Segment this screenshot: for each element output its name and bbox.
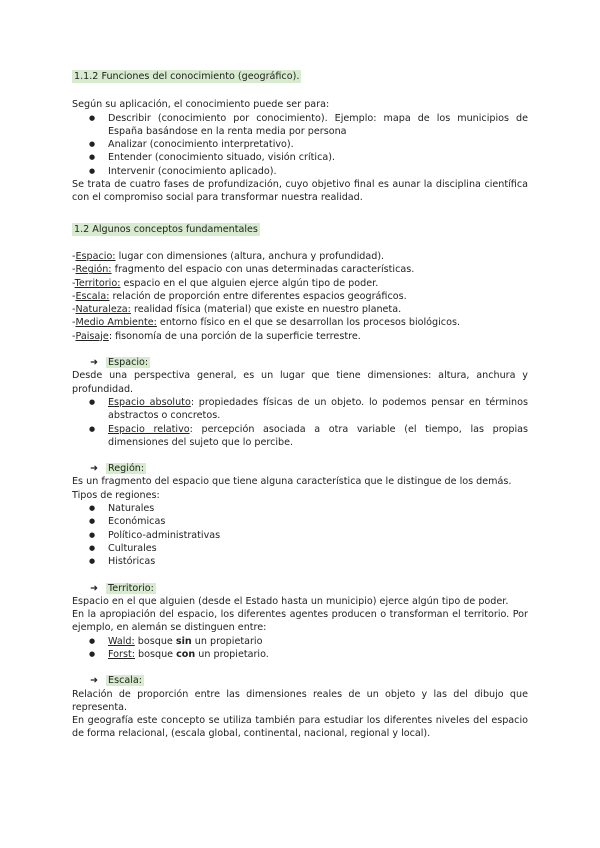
concept-row: -Medio Ambiente: entorno físico en el que se desarrollan los procesos biológicos. bbox=[72, 317, 461, 329]
concept-row: -Naturaleza: realidad física (material) que existe en nuestro planeta. bbox=[72, 304, 402, 316]
list-item: ● Forst: bosque con un propietario. bbox=[72, 648, 528, 661]
heading-funciones: 1.1.2 Funciones del conocimiento (geográfico). bbox=[74, 71, 300, 82]
concepts-list bbox=[72, 250, 528, 343]
list-item: ● Económicas bbox=[72, 515, 528, 528]
concept-row: -Espacio: lugar con dimensiones (altura, anchura y profundidad). bbox=[72, 250, 385, 262]
section-heading-region: ➜ Región: bbox=[90, 463, 145, 475]
territorio-text-1: Espacio en el que alguien (desde el Estado hasta un municipio) ejerce algún tipo de poder. bbox=[72, 595, 509, 607]
list-item: ● Intervenir (conocimiento aplicado). bbox=[72, 165, 528, 178]
concept-term: Paisaje bbox=[75, 330, 109, 342]
list-item: ● Espacio absoluto: propiedades físicas de un objeto. lo podemos pensar en términos abstractos o concretos. bbox=[72, 396, 528, 423]
list-item: ● Históricas bbox=[72, 555, 528, 568]
list-item: ● Espacio relativo: percepción asociada a otra variable (el tiempo, las propias dimensiones del sujeto que lo percibe. bbox=[72, 423, 528, 450]
region-types-label: Tipos de regiones: bbox=[72, 489, 160, 501]
territorio-list bbox=[72, 635, 528, 662]
document-page bbox=[72, 70, 528, 741]
arrow-right-icon: ➜ bbox=[90, 675, 99, 687]
section-heading-espacio: ➜ Espacio: bbox=[90, 357, 149, 369]
section-heading-escala: ➜ Escala: bbox=[90, 675, 143, 687]
concept-term: Espacio: bbox=[75, 250, 116, 262]
concept-term: Territorio: bbox=[74, 277, 121, 289]
concept-row: -Región: fragmento del espacio con unas determinadas características. bbox=[72, 264, 415, 276]
list-item: ● Entender (conocimiento situado, visión crítica). bbox=[72, 151, 528, 164]
espacio-text: Desde una perspectiva general, es un lugar que tiene dimensiones: altura, anchura y profundidad. bbox=[72, 370, 528, 395]
escala-text-1: Relación de proporción entre las dimensiones reales de un objeto y las del dibujo que representa. bbox=[72, 688, 528, 713]
concept-row: -Paisaje: fisonomía de una porción de la superficie terrestre. bbox=[72, 330, 361, 342]
list-item: ● Culturales bbox=[72, 542, 528, 555]
region-text: Es un fragmento del espacio que tiene alguna característica que le distingue de los demás. bbox=[72, 476, 512, 488]
section-heading-territorio: ➜ Territorio: bbox=[90, 582, 154, 594]
list-item: ● Wald: bosque sin un propietario bbox=[72, 635, 528, 648]
concept-row: -Territorio: espacio en el que alguien ejerce algún tipo de poder. bbox=[72, 277, 379, 289]
heading-conceptos: 1.2 Algunos conceptos fundamentales bbox=[74, 223, 258, 235]
concept-term: Región: bbox=[75, 264, 112, 276]
functions-list bbox=[72, 112, 528, 178]
concept-term: Naturaleza: bbox=[75, 304, 131, 316]
intro-text: Según su aplicación, el conocimiento puede ser para: bbox=[72, 99, 330, 111]
functions-summary: Se trata de cuatro fases de profundización, cuyo objetivo final es aunar la disciplina científica con el compromiso social para transformar nuestra realidad. bbox=[72, 179, 528, 204]
espacio-list bbox=[72, 396, 528, 449]
list-item: ● Político-administrativas bbox=[72, 529, 528, 542]
concept-row: -Escala: relación de proporción entre diferentes espacios geográficos. bbox=[72, 290, 407, 302]
arrow-right-icon: ➜ bbox=[90, 582, 99, 594]
escala-text-2: En geografía este concepto se utiliza también para estudiar los diferentes niveles del espacio de forma relacional, (escala global, continental, nacional, regional y local). bbox=[72, 715, 528, 740]
list-item: ● Naturales bbox=[72, 502, 528, 515]
region-types-list bbox=[72, 502, 528, 568]
arrow-right-icon: ➜ bbox=[90, 357, 99, 369]
territorio-text-2: En la apropiación del espacio, los diferentes agentes producen o transforman el territorio. Por ejemplo, en alemán se distinguen entre: bbox=[72, 609, 528, 634]
list-item: ● Analizar (conocimiento interpretativo). bbox=[72, 138, 528, 151]
list-item: ● Describir (conocimiento por conocimiento). Ejemplo: mapa de los municipios de España basándose en la renta media por persona bbox=[72, 112, 528, 139]
concept-term: Medio Ambiente: bbox=[75, 317, 157, 329]
arrow-right-icon: ➜ bbox=[90, 463, 99, 475]
concept-term: Escala: bbox=[75, 290, 110, 302]
